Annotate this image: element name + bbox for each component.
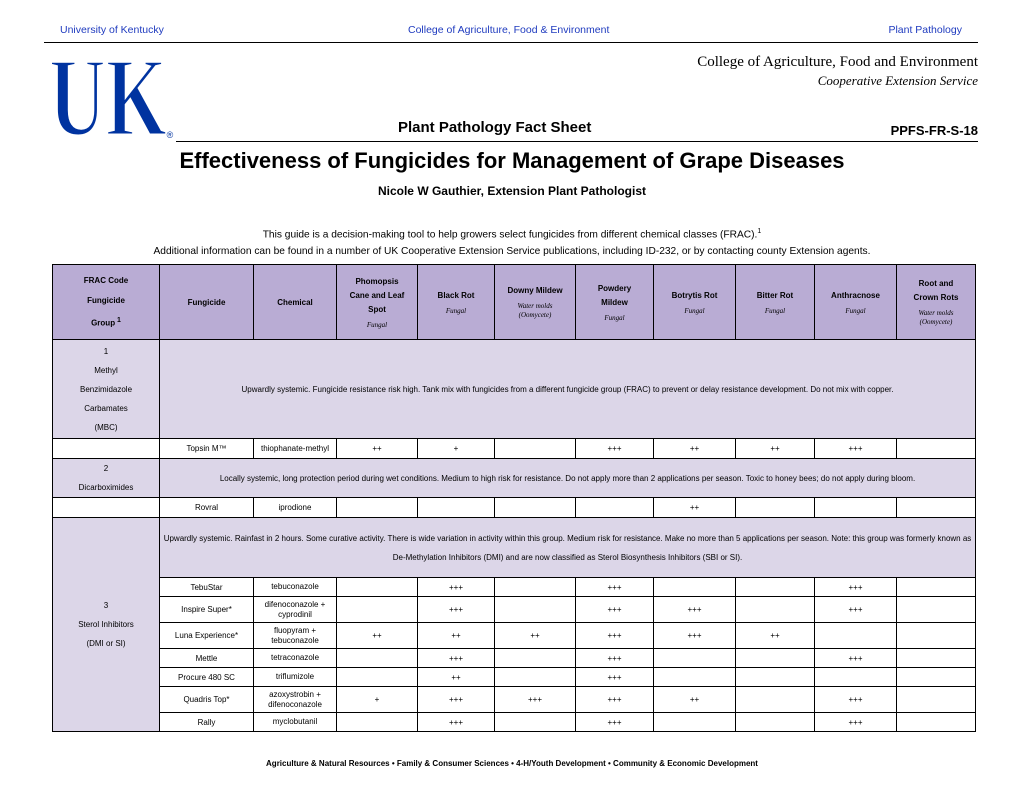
header-disease — [897, 265, 976, 340]
header-disease — [576, 265, 654, 340]
efficacy-rating: ++ — [654, 439, 736, 459]
efficacy-rating — [815, 668, 897, 687]
header-disease-type — [340, 321, 414, 330]
table-row — [53, 668, 976, 687]
header-disease — [337, 265, 418, 340]
product-name: Inspire Super* — [160, 597, 254, 623]
table-row — [53, 498, 976, 518]
group-spacer-cell — [53, 439, 160, 459]
efficacy-rating — [495, 649, 576, 668]
header-disease-type-line: (Oomycete) — [518, 311, 552, 319]
header-disease-name: Bitter Rot — [756, 290, 794, 300]
header-rule — [44, 42, 978, 43]
uk-logo-text: UK — [49, 47, 167, 141]
product-name: Topsin M™ — [160, 439, 254, 459]
table-row — [53, 649, 976, 668]
product-name: Procure 480 SC — [160, 668, 254, 687]
header-college: College of Agriculture, Food & Environment — [408, 24, 610, 36]
group-label-line: Methyl — [94, 365, 118, 375]
table-row — [53, 597, 976, 623]
header-disease-type-line: Fungal — [684, 306, 705, 315]
efficacy-rating — [897, 687, 976, 713]
header-frac-line: Group $^1$ — [91, 316, 121, 328]
factsheet-label: Plant Pathology Fact Sheet — [398, 119, 592, 136]
efficacy-rating: +++ — [418, 687, 495, 713]
header-disease-type — [421, 307, 491, 316]
intro-text — [0, 223, 1024, 260]
efficacy-rating — [495, 713, 576, 732]
header-disease — [815, 265, 897, 340]
product-name: Quadris Top* — [160, 687, 254, 713]
efficacy-rating — [736, 713, 815, 732]
table-header-row — [53, 265, 976, 340]
efficacy-rating: +++ — [576, 597, 654, 623]
header-disease-type-line: Fungal — [604, 313, 625, 322]
group-label-line: 3 — [103, 601, 109, 610]
product-name: TebuStar — [160, 578, 254, 597]
header-frac-footnote: 1 — [115, 316, 121, 324]
header-department: Plant Pathology — [888, 24, 962, 36]
group-description: Locally systemic, long protection period during wet conditions. Medium to high risk for resistance. Do not apply more than 2 applications per season. Toxic to honey bees; do not apply during bloom. — [160, 459, 976, 498]
efficacy-rating — [736, 597, 815, 623]
table-row — [53, 687, 976, 713]
efficacy-rating: +++ — [654, 623, 736, 649]
efficacy-rating — [337, 597, 418, 623]
efficacy-rating: ++ — [495, 623, 576, 649]
efficacy-rating: +++ — [576, 439, 654, 459]
header-disease-name: Phomopsis — [355, 276, 399, 286]
chemical-name: triflumizole — [254, 668, 337, 687]
header-disease — [495, 265, 576, 340]
group-label-line: Dicarboximides — [78, 483, 134, 492]
sheet-code: PPFS-FR-S-18 — [890, 123, 978, 138]
group-label-line: Sterol Inhibitors — [78, 620, 134, 629]
group-label-line: Carbamates — [84, 403, 128, 413]
header-frac-line: FRAC Code — [83, 275, 129, 285]
efficacy-rating — [337, 649, 418, 668]
efficacy-rating — [654, 578, 736, 597]
efficacy-rating: +++ — [815, 713, 897, 732]
intro-footnote-mark: 1 — [757, 228, 762, 235]
header-university: University of Kentucky — [60, 24, 164, 36]
header-disease-name: Downy Mildew — [507, 286, 563, 295]
table-row — [53, 623, 976, 649]
efficacy-rating: +++ — [815, 687, 897, 713]
efficacy-rating — [736, 687, 815, 713]
efficacy-rating — [337, 668, 418, 687]
efficacy-rating: ++ — [654, 687, 736, 713]
header-frac-line: Fungicide — [87, 295, 125, 305]
group-label — [53, 518, 160, 732]
header-disease-name: Powdery — [597, 283, 632, 293]
group-row — [53, 459, 976, 498]
efficacy-rating — [654, 649, 736, 668]
page-title: Effectiveness of Fungicides for Management of Grape Diseases — [179, 148, 845, 173]
efficacy-rating: +++ — [654, 597, 736, 623]
product-name: Luna Experience* — [160, 623, 254, 649]
efficacy-rating: +++ — [495, 687, 576, 713]
chemical-name: thiophanate-methyl — [254, 439, 337, 459]
chemical-name: myclobutanil — [254, 713, 337, 732]
efficacy-rating — [654, 713, 736, 732]
chemical-name: azoxystrobin + difenoconazole — [254, 687, 337, 713]
efficacy-rating — [897, 597, 976, 623]
group-label — [53, 340, 160, 439]
table-row — [53, 713, 976, 732]
efficacy-rating — [736, 668, 815, 687]
efficacy-rating — [495, 498, 576, 518]
header-disease-name: Spot — [368, 304, 386, 314]
efficacy-rating — [418, 498, 495, 518]
efficacy-rating: +++ — [576, 687, 654, 713]
header-disease-type — [498, 302, 572, 320]
header-disease-type — [818, 307, 893, 316]
header-disease-name: Black Rot — [437, 290, 475, 300]
header-fungicide: Fungicide — [160, 265, 254, 340]
title-rule — [176, 141, 978, 142]
efficacy-rating — [495, 597, 576, 623]
uk-logo-icon — [46, 47, 176, 141]
efficacy-rating: +++ — [815, 578, 897, 597]
efficacy-rating: ++ — [337, 439, 418, 459]
header-disease-type-line: Fungal — [764, 306, 786, 315]
group-label-line: Benzimidazole — [79, 384, 133, 394]
efficacy-rating: +++ — [576, 578, 654, 597]
footer-programs: Agriculture & Natural Resources • Family & Consumer Sciences • 4-H/Youth Development • Community & Economic Development — [266, 759, 758, 768]
header-disease-type — [579, 314, 650, 323]
efficacy-rating — [337, 578, 418, 597]
header-disease-type-line: Fungal — [845, 306, 866, 315]
intro-line-1 — [0, 223, 1024, 243]
efficacy-rating — [897, 498, 976, 518]
efficacy-rating: +++ — [815, 439, 897, 459]
header-disease-name: Anthracnose — [831, 290, 880, 300]
header-disease-name: Mildew — [601, 297, 628, 307]
header-disease-name: Crown Rots — [913, 293, 959, 302]
efficacy-rating: +++ — [576, 623, 654, 649]
efficacy-rating: + — [418, 439, 495, 459]
group-row — [53, 340, 976, 439]
efficacy-rating: +++ — [815, 597, 897, 623]
top-header — [60, 24, 962, 40]
product-name: Rally — [160, 713, 254, 732]
chemical-name: difenoconazole + cyprodinil — [254, 597, 337, 623]
efficacy-rating — [897, 668, 976, 687]
efficacy-rating — [815, 623, 897, 649]
efficacy-rating: ++ — [736, 439, 815, 459]
header-disease — [736, 265, 815, 340]
efficacy-rating: +++ — [576, 649, 654, 668]
header-disease-type — [900, 309, 972, 327]
chemical-name: iprodione — [254, 498, 337, 518]
efficacy-rating — [897, 649, 976, 668]
efficacy-rating: +++ — [418, 578, 495, 597]
group-spacer-cell — [53, 498, 160, 518]
efficacy-rating: + — [337, 687, 418, 713]
efficacy-rating — [736, 498, 815, 518]
header-disease-name: Cane and Leaf — [349, 290, 405, 300]
college-block — [697, 54, 978, 89]
header-chemical: Chemical — [254, 265, 337, 340]
efficacy-rating — [897, 578, 976, 597]
efficacy-rating — [495, 578, 576, 597]
intro-line-1-text: This guide is a decision-making tool to help growers select fungicides from different chemical classes (FRAC). — [262, 229, 758, 241]
efficacy-rating — [897, 439, 976, 459]
efficacy-rating: +++ — [815, 649, 897, 668]
header-disease-name: Botrytis Rot — [671, 290, 718, 300]
efficacy-rating: ++ — [736, 623, 815, 649]
header-disease — [418, 265, 495, 340]
fungicide-table — [52, 264, 976, 732]
efficacy-rating — [576, 498, 654, 518]
efficacy-rating: +++ — [576, 713, 654, 732]
chemical-name: tebuconazole — [254, 578, 337, 597]
efficacy-rating: ++ — [418, 668, 495, 687]
efficacy-rating — [654, 668, 736, 687]
group-row — [53, 518, 976, 578]
group-label-line: 2 — [103, 464, 109, 473]
efficacy-rating — [495, 668, 576, 687]
product-name: Rovral — [160, 498, 254, 518]
efficacy-rating — [736, 578, 815, 597]
header-disease-type-line: Fungal — [366, 320, 388, 329]
group-description: Upwardly systemic. Rainfast in 2 hours. Some curative activity. There is wide variation in activity within this group. Medium risk for resistance. Make no more than 5 applications per season. Note: this group was formerly known as De-Methylation Inhibitors (DMI) and are now classified as Sterol Biosynthesis Inhibitors (SBI or SI). — [160, 518, 976, 578]
registered-mark: ® — [166, 130, 174, 140]
efficacy-rating — [815, 498, 897, 518]
header-frac-code — [53, 265, 160, 340]
group-label-line: (DMI or SI) — [86, 639, 126, 648]
header-disease-type — [739, 307, 811, 316]
efficacy-rating: ++ — [337, 623, 418, 649]
efficacy-rating — [897, 713, 976, 732]
efficacy-rating: +++ — [418, 713, 495, 732]
chemical-name: tetraconazole — [254, 649, 337, 668]
efficacy-rating: +++ — [418, 649, 495, 668]
header-disease-type-line: Fungal — [445, 306, 467, 315]
intro-line-2: Additional information can be found in a number of UK Cooperative Extension Service publications, including ID-232, or by contacting county Extension agents. — [153, 246, 871, 258]
efficacy-rating: ++ — [654, 498, 736, 518]
product-name: Mettle — [160, 649, 254, 668]
chemical-name: fluopyram + tebuconazole — [254, 623, 337, 649]
header-disease-type-line: Water molds — [918, 309, 954, 317]
efficacy-rating — [337, 498, 418, 518]
efficacy-rating: +++ — [418, 597, 495, 623]
college-name: College of Agriculture, Food and Environment — [697, 54, 978, 70]
group-description: Upwardly systemic. Fungicide resistance risk high. Tank mix with fungicides from a different fungicide group (FRAC) to prevent or delay resistance development. Do not mix with copper. — [160, 340, 976, 439]
college-service: Cooperative Extension Service — [817, 73, 978, 88]
header-disease-type-line: Water molds — [517, 302, 553, 310]
group-label-line: 1 — [103, 346, 109, 356]
author-line: Nicole W Gauthier, Extension Plant Pathologist — [377, 184, 647, 198]
group-label — [53, 459, 160, 498]
header-disease-type — [657, 307, 732, 316]
efficacy-rating — [337, 713, 418, 732]
table-row — [53, 578, 976, 597]
group-label-line: (MBC) — [94, 422, 118, 432]
efficacy-rating — [495, 439, 576, 459]
header-disease-name: Root and — [918, 279, 954, 288]
efficacy-rating — [736, 649, 815, 668]
efficacy-rating: +++ — [576, 668, 654, 687]
efficacy-rating — [897, 623, 976, 649]
table-row — [53, 439, 976, 459]
header-disease — [654, 265, 736, 340]
efficacy-rating: ++ — [418, 623, 495, 649]
header-disease-type-line: (Oomycete) — [919, 318, 953, 326]
